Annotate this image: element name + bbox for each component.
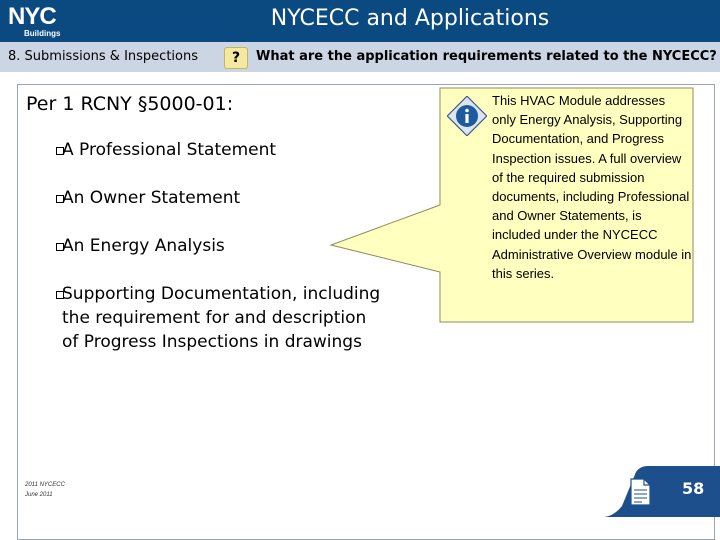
question-mark-icon: ? (224, 47, 248, 69)
list-item-text: A Professional Statement (62, 140, 277, 160)
footer-date-line2: June 2011 (25, 492, 53, 498)
page-number: 58 (682, 479, 705, 498)
question-text: What are the application requirements related to the NYCECC? (256, 49, 717, 64)
callout-text: This HVAC Module addresses only Energy Analysis, Supporting Documentation, and Progress Inspection issues. A full overview of the required submission documents, including Professional and Owner Statements, is included under the NYCECC Administrative Overview module in this series. (492, 93, 692, 281)
list-item-text: An Energy Analysis (62, 236, 225, 256)
logo-text: NYC (8, 3, 56, 30)
info-icon (447, 96, 487, 136)
content-heading: Per 1 RCNY §5000-01: (26, 93, 234, 115)
document-icon[interactable] (628, 478, 652, 506)
section-label: 8. Submissions & Inspections (8, 49, 198, 64)
logo-subtext: Buildings (24, 29, 61, 38)
list-item-text: An Owner Statement (62, 188, 241, 208)
list-item-text: Supporting Documentation, including the requirement for and description of Progress Inspections in drawings (62, 284, 381, 352)
footer-date-line1: 2011 NYCECC (25, 482, 65, 488)
slide-title: NYCECC and Applications (270, 6, 550, 31)
